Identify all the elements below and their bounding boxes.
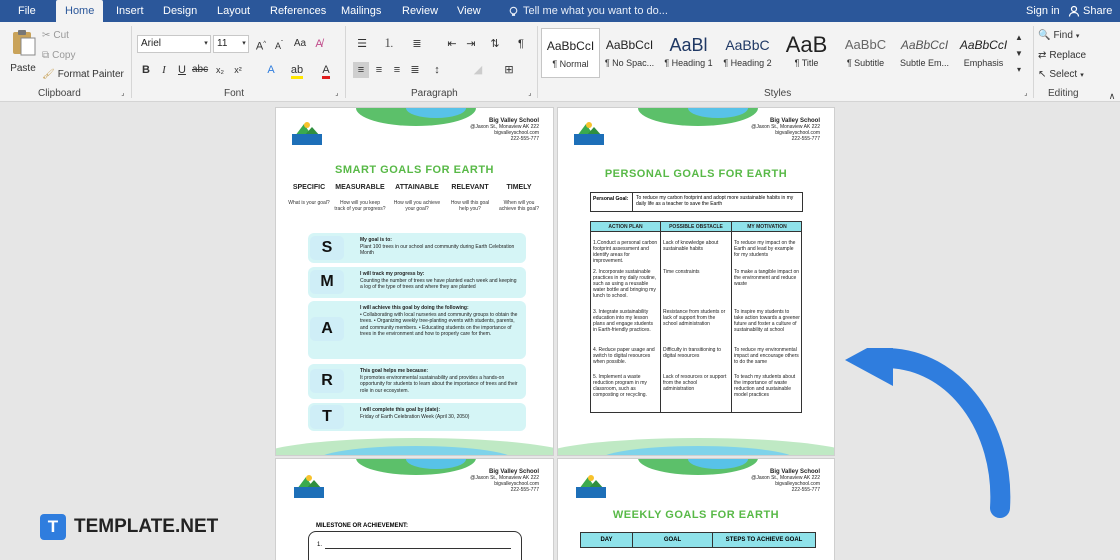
share-button[interactable]: [1068, 0, 1112, 22]
letter-m: M: [310, 270, 344, 294]
table-cell: 5. Implement a waste reduction program in my classroom, such as composting or recycling.: [593, 374, 647, 398]
shrink-font-icon[interactable]: $A^ˇ$: [274, 41, 283, 51]
text-effects-icon[interactable]: A: [267, 64, 275, 76]
column-sub: When will you achieve this goal?: [498, 200, 540, 212]
tab-view[interactable]: View: [457, 5, 481, 17]
tab-home[interactable]: Home: [56, 0, 103, 24]
milestone-item: 1.: [317, 542, 323, 548]
show-formatting-icon[interactable]: ¶: [518, 38, 524, 50]
row-text: Friday of Earth Celebration Week (April 30, 2050): [360, 413, 470, 420]
table-cell: 2. Incorporate sustainable practices in my daily routine, such as using a reusable water bottle and bringing my lunch to school.: [593, 269, 657, 299]
document-canvas: [0, 103, 1120, 560]
grow-font-icon[interactable]: A^: [255, 40, 267, 53]
school-info: [470, 469, 539, 493]
style-subtitle[interactable]: [836, 28, 895, 78]
curved-arrow-icon: [845, 348, 1020, 518]
table-cell: Resistance from students or lack of support from the school administration: [663, 309, 726, 327]
font-name-box[interactable]: Ariel: [137, 35, 211, 53]
school-email: bigvalleyschool.com: [775, 130, 820, 136]
style-name: Subtle Em...: [899, 58, 950, 68]
multilevel-list-icon[interactable]: ≣: [412, 38, 422, 50]
align-right-icon[interactable]: ≡: [393, 64, 401, 76]
school-email: bigvalleyschool.com: [494, 130, 539, 136]
row-text: Counting the number of trees we have planted each week and keeping a log of the type of trees and where they are planted: [360, 277, 517, 290]
format-painter-label: Format Painter: [57, 69, 124, 80]
cursor-icon: ↖: [1038, 69, 1047, 80]
numbering-icon[interactable]: ⒈: [383, 38, 395, 50]
page-smart-goals: [275, 107, 554, 456]
find-button[interactable]: [1038, 30, 1079, 41]
school-email: bigvalleyschool.com: [775, 481, 820, 487]
divider: [131, 26, 132, 98]
weekly-table-header: [580, 532, 816, 548]
style-heading-1[interactable]: [659, 28, 718, 78]
clear-formatting-icon[interactable]: A̸: [315, 38, 323, 50]
school-name: Big Valley School: [769, 118, 820, 124]
table-cell: To make a tangible impact on the environment and reduce waste: [734, 269, 800, 287]
cut-label: Cut: [53, 30, 69, 41]
decrease-indent-icon[interactable]: ⇤: [447, 38, 457, 50]
font-name-dropdown-icon[interactable]: ▾: [204, 40, 208, 47]
column-head: TIMELY: [506, 184, 532, 191]
divider: [345, 26, 346, 98]
clipboard-icon: [9, 28, 37, 58]
page-title: WEEKLY GOALS FOR EARTH: [612, 509, 780, 521]
table-cell: Lack of knowledge about sustainable habits: [663, 240, 719, 252]
style-normal[interactable]: [541, 28, 600, 78]
chevron-down-icon: ▾: [1075, 32, 1080, 40]
tab-design[interactable]: Design: [163, 5, 198, 17]
table-cell: To inspire my students to take action towards a greener future and foster a culture of sustainability at school: [734, 309, 800, 333]
editing-group-label: Editing: [1048, 88, 1079, 99]
font-size-dropdown-icon[interactable]: ▾: [242, 40, 246, 47]
table-header-cell: GOAL: [633, 533, 713, 547]
row-heading: My goal is to:: [360, 237, 392, 243]
column-sub: How will you keep track of your progress?: [334, 200, 386, 212]
clipboard-group-label: Clipboard: [38, 88, 81, 99]
styles-group-label: Styles: [764, 88, 792, 99]
clipboard-launcher-icon[interactable]: ⌟: [121, 90, 125, 97]
school-phone: 222-555-777: [791, 487, 820, 493]
bullets-icon[interactable]: ☰: [357, 38, 367, 50]
page-title: PERSONAL GOALS FOR EARTH: [604, 168, 788, 180]
tab-references[interactable]: References: [270, 5, 327, 17]
table-divider: [660, 222, 661, 412]
row-text: • Collaborating with local nurseries and community groups to obtain the trees. • Organizing weekly tree-planting events with students, parents, and community members. • Educating students on the importance of trees in the environment and how to properly care for them.: [360, 311, 518, 337]
shading-icon[interactable]: ◢: [473, 64, 483, 76]
scissors-icon: ✂: [42, 30, 51, 41]
chevron-down-icon: ▾: [1080, 71, 1084, 79]
subscript-icon[interactable]: x₂: [216, 65, 224, 75]
home-ribbon: [0, 22, 1120, 102]
align-left-icon[interactable]: ≡: [353, 62, 369, 78]
strikethrough-icon[interactable]: abc: [192, 64, 209, 75]
style-subtle-emphasis[interactable]: [895, 28, 954, 78]
school-address: @Jaxon St., Monaview AK 222: [751, 475, 820, 481]
brand-logo: [40, 514, 218, 540]
style-preview: AaBbC: [844, 37, 887, 52]
row-heading: I will track my progress by:: [360, 271, 425, 277]
table-divider: [731, 222, 732, 412]
column-sub: What is your goal?: [288, 200, 330, 206]
column-sub: How will this goal help you?: [450, 200, 490, 212]
row-heading: This goal helps me because:: [360, 368, 429, 374]
paste-button[interactable]: [8, 28, 38, 84]
action-plan-table: [590, 221, 802, 413]
school-address: @Jaxon St., Monaview AK 222: [470, 475, 539, 481]
paste-label: Paste: [10, 63, 36, 74]
styles-scroll-down-icon[interactable]: ▼: [1015, 49, 1023, 58]
font-color-icon[interactable]: A: [318, 62, 334, 78]
style-name: ¶ Normal: [552, 59, 589, 69]
style-preview: AaBbCcI: [900, 38, 949, 52]
copy-label: Copy: [52, 50, 76, 61]
column-head: ATTAINABLE: [395, 184, 439, 191]
replace-button[interactable]: [1038, 50, 1086, 61]
school-info: [751, 469, 820, 493]
table-cell: 1.Conduct a personal carbon footprint assessment and identify areas for improvement.: [593, 240, 658, 264]
style-name: ¶ Heading 2: [723, 58, 772, 68]
personal-goal-label: Personal Goal:: [591, 193, 633, 211]
highlight-icon[interactable]: ab: [289, 62, 305, 78]
sign-in-link[interactable]: Sign in: [1026, 5, 1060, 17]
increase-indent-icon[interactable]: ⇥: [466, 38, 476, 50]
tab-layout[interactable]: Layout: [217, 5, 251, 17]
tell-me-box[interactable]: [508, 0, 668, 22]
divider: [1033, 26, 1034, 98]
row-heading: I will achieve this goal by doing the following:: [360, 305, 469, 311]
tab-mailings[interactable]: Mailings: [341, 5, 382, 17]
table-cell: Lack of resources or support from the school administration: [663, 374, 727, 392]
school-logo-icon: [290, 118, 324, 146]
write-line: [325, 548, 511, 549]
underline-icon[interactable]: U: [178, 64, 186, 76]
copy-icon: ⧉: [42, 50, 50, 61]
select-button[interactable]: [1038, 69, 1084, 80]
style-preview: AaBbCcI: [605, 38, 654, 52]
borders-icon[interactable]: ⊞: [504, 64, 514, 76]
table-cell: 4. Reduce paper usage and switch to digital resources when possible.: [593, 347, 655, 365]
select-label: Select: [1049, 69, 1078, 80]
style-no-spacing[interactable]: [600, 28, 659, 78]
school-phone: 222-555-777: [791, 136, 820, 142]
paragraph-group-label: Paragraph: [411, 88, 458, 99]
style-name: ¶ Title: [794, 58, 819, 68]
person-icon: [1068, 5, 1080, 17]
style-preview: AaBbCcI: [959, 38, 1008, 52]
column-head: SPECIFIC: [292, 184, 326, 191]
table-cell: To teach my students about the importance of waste reduction and sustainable model practices: [734, 374, 796, 398]
justify-icon[interactable]: ≣: [410, 64, 420, 76]
tab-insert[interactable]: Insert: [116, 5, 144, 17]
paintbrush-icon: 🖌: [42, 69, 55, 80]
font-launcher-icon[interactable]: ⌟: [335, 90, 339, 97]
table-cell: 3. Integrate sustainability education into my lesson plans and engage students in Earth-friendly practices.: [593, 309, 654, 333]
format-painter-button[interactable]: [42, 69, 124, 80]
school-name: Big Valley School: [488, 118, 539, 124]
line-spacing-icon[interactable]: ↕: [434, 64, 440, 76]
milestone-label: MILESTONE OR ACHIEVEMENT:: [316, 523, 409, 529]
style-emphasis[interactable]: [954, 28, 1013, 78]
change-case-icon[interactable]: Aa: [293, 38, 307, 49]
school-info: [751, 118, 820, 142]
replace-icon: ⇄: [1038, 50, 1047, 61]
lightbulb-icon: [508, 6, 519, 17]
column-head: MEASURABLE: [335, 184, 385, 191]
page-title: SMART GOALS FOR EARTH: [335, 164, 494, 176]
table-header-cell: MY MOTIVATION: [747, 224, 787, 230]
style-preview: AaBl: [669, 35, 708, 55]
paragraph-launcher-icon[interactable]: ⌟: [528, 90, 532, 97]
letter-t: T: [310, 405, 344, 429]
milestone-box: [308, 531, 522, 560]
school-name: Big Valley School: [769, 469, 820, 475]
page-milestones: [275, 458, 554, 560]
font-size-box[interactable]: 11: [213, 35, 249, 53]
style-preview: AaB: [785, 32, 828, 57]
school-address: @Jaxon St., Monaview AK 222: [751, 124, 820, 130]
letter-s: S: [310, 236, 344, 260]
style-title[interactable]: [777, 28, 836, 78]
column-head: RELEVANT: [451, 184, 489, 191]
style-name: ¶ Subtitle: [846, 58, 885, 68]
align-center-icon[interactable]: ≡: [375, 64, 383, 76]
school-logo-icon: [292, 471, 326, 499]
school-logo-icon: [572, 118, 606, 146]
font-group-label: Font: [224, 88, 245, 99]
table-cell: To reduce my environmental impact and encourage others to do the same: [734, 347, 799, 365]
table-cell: Time constraints: [663, 269, 700, 275]
school-phone: 222-555-777: [510, 487, 539, 493]
table-header-cell: STEPS TO ACHIEVE GOAL: [725, 537, 803, 543]
find-label: Find: [1053, 30, 1073, 41]
superscript-icon[interactable]: x²: [234, 65, 242, 75]
school-logo-icon: [574, 471, 608, 499]
letter-a: A: [310, 317, 344, 341]
brand-mark: T: [40, 514, 66, 540]
row-heading: I will complete this goal by (date):: [360, 407, 441, 413]
italic-icon[interactable]: I: [162, 64, 166, 76]
sort-icon[interactable]: ⇅: [490, 38, 500, 50]
bold-icon[interactable]: B: [142, 64, 150, 76]
tab-file[interactable]: File: [18, 5, 36, 17]
page-weekly-goals: [557, 458, 835, 560]
column-sub: How will you achieve your goal?: [393, 200, 441, 212]
table-header-cell: DAY: [581, 533, 633, 547]
styles-scroll-up-icon[interactable]: ▲: [1015, 33, 1023, 42]
style-heading-2[interactable]: [718, 28, 777, 78]
personal-goal-box: [590, 192, 803, 212]
style-preview: AaBbCcI: [546, 39, 595, 53]
style-name: Emphasis: [963, 58, 1004, 68]
share-label: Share: [1083, 5, 1113, 17]
styles-more-icon[interactable]: ▾: [1016, 65, 1021, 74]
personal-goal-text: To reduce my carbon footprint and adopt more sustainable habits in my daily life as a teacher to save the Earth: [636, 195, 794, 207]
school-address: @Jaxon St., Monaview AK 222: [470, 124, 539, 130]
collapse-ribbon-icon[interactable]: ∧: [1108, 91, 1116, 101]
ribbon-tab-bar: [0, 0, 1120, 22]
divider: [537, 26, 538, 98]
letter-r: R: [310, 369, 344, 393]
school-phone: 222-555-777: [510, 136, 539, 142]
search-icon: 🔍: [1038, 30, 1051, 41]
cut-button[interactable]: [42, 30, 69, 41]
table-header-cell: ACTION PLAN: [608, 224, 643, 230]
style-preview: AaBbC: [725, 37, 770, 53]
table-cell: Difficulty in transitioning to digital resources: [663, 347, 721, 359]
tell-me-text: Tell me what you want to do...: [523, 5, 668, 17]
style-name: ¶ Heading 1: [664, 58, 713, 68]
table-header-cell: POSSIBLE OBSTACLE: [669, 224, 723, 230]
row-text: It promotes environmental sustainability and provides a hands-on opportunity for students to learn about the importance of trees and their role in our ecosystem.: [360, 374, 518, 394]
school-email: bigvalleyschool.com: [494, 481, 539, 487]
school-info: [470, 118, 539, 142]
table-cell: To reduce my impact on the Earth and lead by example for my students: [734, 240, 796, 258]
page-personal-goals: [557, 107, 835, 456]
style-name: ¶ No Spac...: [604, 58, 655, 68]
school-name: Big Valley School: [488, 469, 539, 475]
styles-launcher-icon[interactable]: ⌟: [1024, 90, 1028, 97]
tab-review[interactable]: Review: [402, 5, 439, 17]
brand-name: TEMPLATE.NET: [74, 516, 219, 537]
copy-button[interactable]: [42, 50, 76, 61]
row-text: Plant 100 trees in our school and community during Earth Celebration Month: [360, 243, 515, 256]
replace-label: Replace: [1049, 50, 1087, 61]
